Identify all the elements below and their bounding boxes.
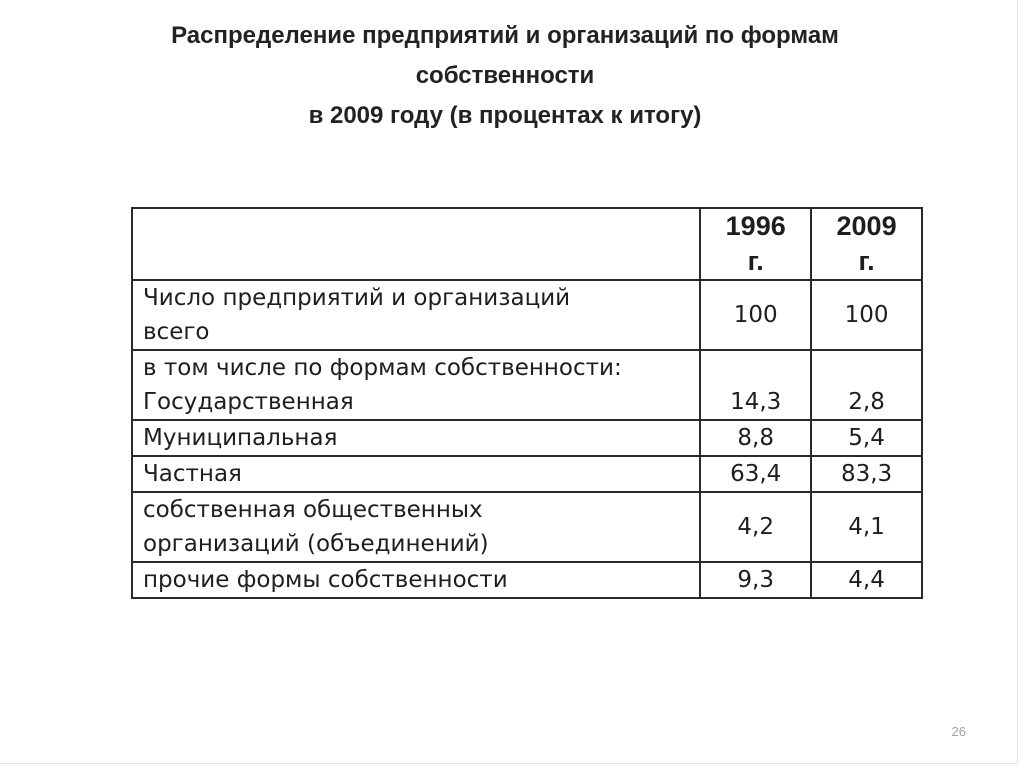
row-label-line-1: собственная общественных (143, 497, 483, 523)
cell-2009: 4,4 (811, 562, 922, 598)
row-label-line-2: организаций (объединений) (143, 531, 489, 557)
row-label (132, 492, 700, 562)
cell-2009: 100 (811, 280, 922, 350)
cell-2009: 2,8 (811, 350, 922, 420)
cell-2009: 83,3 (811, 456, 922, 492)
cell-1996: 14,3 (700, 350, 811, 420)
ownership-table (131, 207, 923, 599)
title-line-2: собственности (415, 62, 595, 89)
row-label-line-2: всего (143, 319, 210, 345)
table-row-public-orgs (132, 492, 922, 562)
cell-1996: 9,3 (700, 562, 811, 598)
table-row-state (132, 350, 922, 420)
row-label (132, 350, 700, 420)
row-label: прочие формы собственности (132, 562, 700, 598)
row-label: Муниципальная (132, 420, 700, 456)
cell-2009: 5,4 (811, 420, 922, 456)
table-row-other (132, 562, 922, 598)
page-number: 26 (951, 724, 966, 739)
title-line-3: в 2009 году (в процентах к итогу) (308, 102, 702, 129)
header-year-2009 (811, 208, 922, 280)
row-label-line-2: Государственная (143, 389, 354, 415)
cell-1996: 63,4 (700, 456, 811, 492)
cell-2009: 4,1 (811, 492, 922, 562)
header-label-cell (132, 208, 700, 280)
header-year-1996 (700, 208, 811, 280)
table-row-private (132, 456, 922, 492)
year-number: 2009 (836, 211, 897, 241)
row-label (132, 280, 700, 350)
slide-title (60, 16, 950, 136)
year-suffix: г. (747, 246, 764, 276)
row-label: Частная (132, 456, 700, 492)
cell-1996: 4,2 (700, 492, 811, 562)
cell-1996: 100 (700, 280, 811, 350)
table-header-row (132, 208, 922, 280)
table-row-municipal (132, 420, 922, 456)
row-label-line-1: Число предприятий и организаций (143, 285, 571, 311)
year-suffix: г. (858, 246, 875, 276)
title-line-1: Распределение предприятий и организаций по формам (171, 22, 839, 49)
cell-1996: 8,8 (700, 420, 811, 456)
table-row-total (132, 280, 922, 350)
year-number: 1996 (725, 211, 786, 241)
row-label-line-1: в том числе по формам собственности: (143, 355, 622, 381)
